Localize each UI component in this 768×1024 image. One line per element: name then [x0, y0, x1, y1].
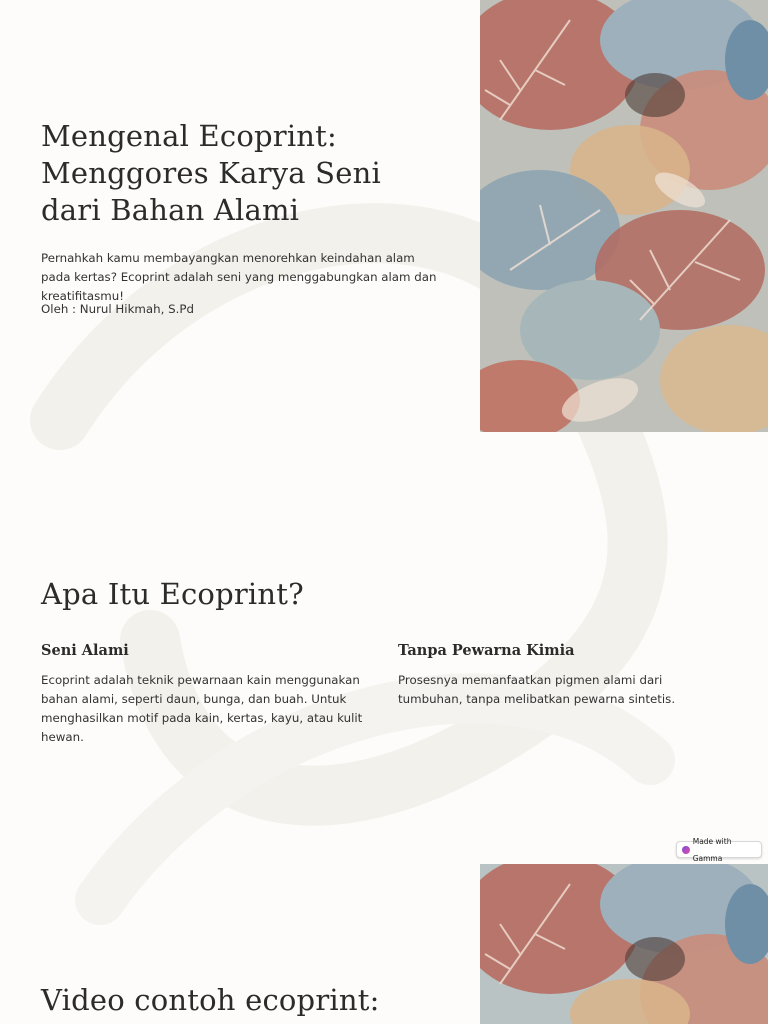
- title-block: [41, 118, 461, 229]
- title-line-3: dari Bahan Alami: [41, 193, 300, 227]
- column-text-no-chemical-dye: Prosesnya memanfaatkan pigmen alami dari tumbuhan, tanpa melibatkan pewarna sintetis.: [398, 673, 676, 706]
- ecoprint-image: [480, 0, 768, 432]
- title-line-2: Menggores Karya Seni: [41, 156, 381, 190]
- ecoprint-image-2: [480, 864, 768, 1024]
- section-title: Apa Itu Ecoprint?: [41, 577, 304, 611]
- video-section-title: Video contoh ecoprint:: [41, 983, 380, 1017]
- author-text: Oleh : Nurul Hikmah, S.Pd: [41, 302, 194, 316]
- gamma-logo-icon: [682, 846, 690, 854]
- slide-title: [0, 0, 768, 432]
- title-line-1: Mengenal Ecoprint:: [41, 119, 337, 153]
- made-with-gamma-badge[interactable]: [676, 836, 762, 863]
- badge-label: Made with Gamma: [692, 836, 732, 863]
- column-text-natural-art: Ecoprint adalah teknik pewarnaan kain menggunakan bahan alami, seperti daun, bunga, dan buah. Untuk menghasilkan motif pada kain, kertas, kayu, atau kulit hewan.: [41, 673, 363, 744]
- page-title: [41, 118, 461, 229]
- column-natural-art: [41, 642, 371, 747]
- slide-video-example: [0, 864, 768, 1024]
- slide-what-is-ecoprint: [0, 432, 768, 864]
- intro-text: Pernahkah kamu membayangkan menorehkan keindahan alam pada kertas? Ecoprint adalah seni yang menggabungkan alam dan kreatifitasmu!: [41, 251, 437, 303]
- column-heading-no-chemical-dye: Tanpa Pewarna Kimia: [398, 642, 575, 659]
- column-heading-natural-art: Seni Alami: [41, 642, 129, 659]
- column-no-chemical-dye: [398, 642, 728, 709]
